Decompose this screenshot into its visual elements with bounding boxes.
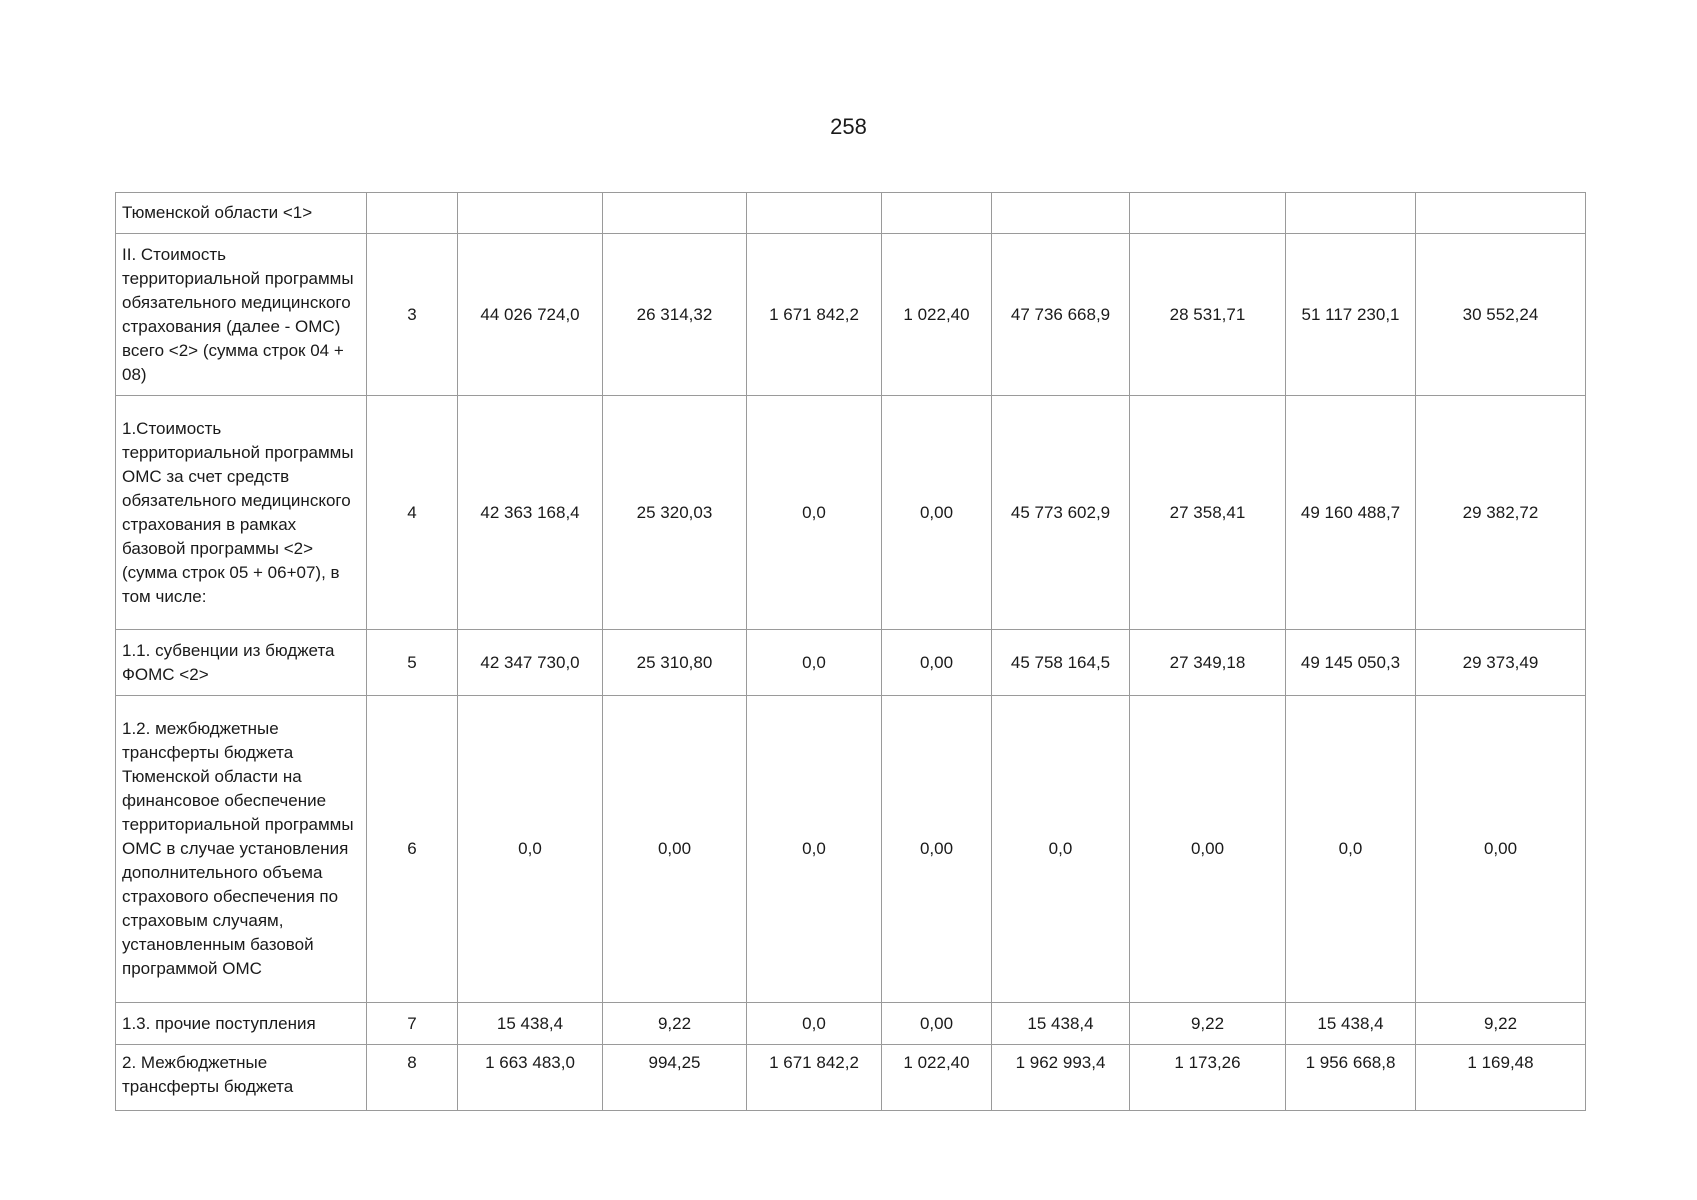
- row-label: II. Стоимость территориальной программы обязательного медицинского страхования (далее - ОМС) всего <2> (сумма строк 04 + 08): [116, 234, 367, 396]
- row-label: 1.2. межбюджетные трансферты бюджета Тюменской области на финансовое обеспечение территориальной программы ОМС в случае установления дополнительного объема страхового обеспечения по страховым случаям, установленным базовой программой ОМС: [116, 696, 367, 1003]
- row-code: 5: [367, 630, 458, 696]
- table-row: [116, 234, 1586, 396]
- table-cell: 0,00: [882, 630, 992, 696]
- table-cell: 25 320,03: [603, 396, 747, 630]
- table-cell: 0,00: [603, 696, 747, 1003]
- table-cell: 0,0: [747, 630, 882, 696]
- table-cell: [1416, 193, 1586, 234]
- table-cell: 29 373,49: [1416, 630, 1586, 696]
- table-cell: 1 962 993,4: [992, 1045, 1130, 1111]
- table-cell: 1 022,40: [882, 1045, 992, 1111]
- budget-table: [115, 192, 1586, 1111]
- table-cell: 26 314,32: [603, 234, 747, 396]
- table-cell: [882, 193, 992, 234]
- row-code: 3: [367, 234, 458, 396]
- table-cell: 51 117 230,1: [1286, 234, 1416, 396]
- table-cell: 30 552,24: [1416, 234, 1586, 396]
- table-cell: [1130, 193, 1286, 234]
- table-cell: 15 438,4: [1286, 1003, 1416, 1045]
- table-cell: 44 026 724,0: [458, 234, 603, 396]
- table-cell: 1 173,26: [1130, 1045, 1286, 1111]
- row-label: 1.1. субвенции из бюджета ФОМС <2>: [116, 630, 367, 696]
- table-row: [116, 1045, 1586, 1111]
- table-cell: 9,22: [1130, 1003, 1286, 1045]
- table-cell: 49 145 050,3: [1286, 630, 1416, 696]
- table-cell: 0,00: [882, 696, 992, 1003]
- table-row: [116, 630, 1586, 696]
- table-cell: 994,25: [603, 1045, 747, 1111]
- table-cell: 49 160 488,7: [1286, 396, 1416, 630]
- row-code: 8: [367, 1045, 458, 1111]
- table-cell: 27 358,41: [1130, 396, 1286, 630]
- table-cell: 1 169,48: [1416, 1045, 1586, 1111]
- table-cell: 0,00: [1416, 696, 1586, 1003]
- page-number: 258: [830, 114, 867, 139]
- table-cell: 28 531,71: [1130, 234, 1286, 396]
- row-label: 1.Стоимость территориальной программы ОМС за счет средств обязательного медицинского страхования в рамках базовой программы <2> (сумма строк 05 + 06+07), в том числе:: [116, 396, 367, 630]
- table-cell: 27 349,18: [1130, 630, 1286, 696]
- table-cell: 0,0: [458, 696, 603, 1003]
- row-code: 6: [367, 696, 458, 1003]
- row-label: 1.3. прочие поступления: [116, 1003, 367, 1045]
- table-cell: 1 671 842,2: [747, 234, 882, 396]
- table-cell: 47 736 668,9: [992, 234, 1130, 396]
- table-cell: 1 663 483,0: [458, 1045, 603, 1111]
- table-cell: 0,0: [747, 1003, 882, 1045]
- table-cell: 0,0: [1286, 696, 1416, 1003]
- table-cell: [1286, 193, 1416, 234]
- table-row: [116, 396, 1586, 630]
- table-cell: 0,0: [992, 696, 1130, 1003]
- table-cell: 45 773 602,9: [992, 396, 1130, 630]
- table-cell: 1 022,40: [882, 234, 992, 396]
- table-cell: 0,00: [882, 396, 992, 630]
- table-cell: 0,00: [882, 1003, 992, 1045]
- table-cell: 1 956 668,8: [1286, 1045, 1416, 1111]
- table-cell: 29 382,72: [1416, 396, 1586, 630]
- table-cell: 0,00: [1130, 696, 1286, 1003]
- table-cell: [458, 193, 603, 234]
- table-cell: 15 438,4: [992, 1003, 1130, 1045]
- table-cell: 45 758 164,5: [992, 630, 1130, 696]
- table-cell: 9,22: [603, 1003, 747, 1045]
- row-code: [367, 193, 458, 234]
- row-label: Тюменской области <1>: [116, 193, 367, 234]
- table-cell: 0,0: [747, 696, 882, 1003]
- table-cell: 25 310,80: [603, 630, 747, 696]
- table-cell: 42 363 168,4: [458, 396, 603, 630]
- table-cell: 42 347 730,0: [458, 630, 603, 696]
- row-code: 4: [367, 396, 458, 630]
- table-row: [116, 1003, 1586, 1045]
- table-cell: 0,0: [747, 396, 882, 630]
- table-cell: 1 671 842,2: [747, 1045, 882, 1111]
- row-code: 7: [367, 1003, 458, 1045]
- table-cell: 15 438,4: [458, 1003, 603, 1045]
- table-cell: [992, 193, 1130, 234]
- row-label: 2. Межбюджетные трансферты бюджета: [116, 1045, 367, 1111]
- table-row: [116, 193, 1586, 234]
- table-row: [116, 696, 1586, 1003]
- table-cell: 9,22: [1416, 1003, 1586, 1045]
- table-cell: [747, 193, 882, 234]
- table-cell: [603, 193, 747, 234]
